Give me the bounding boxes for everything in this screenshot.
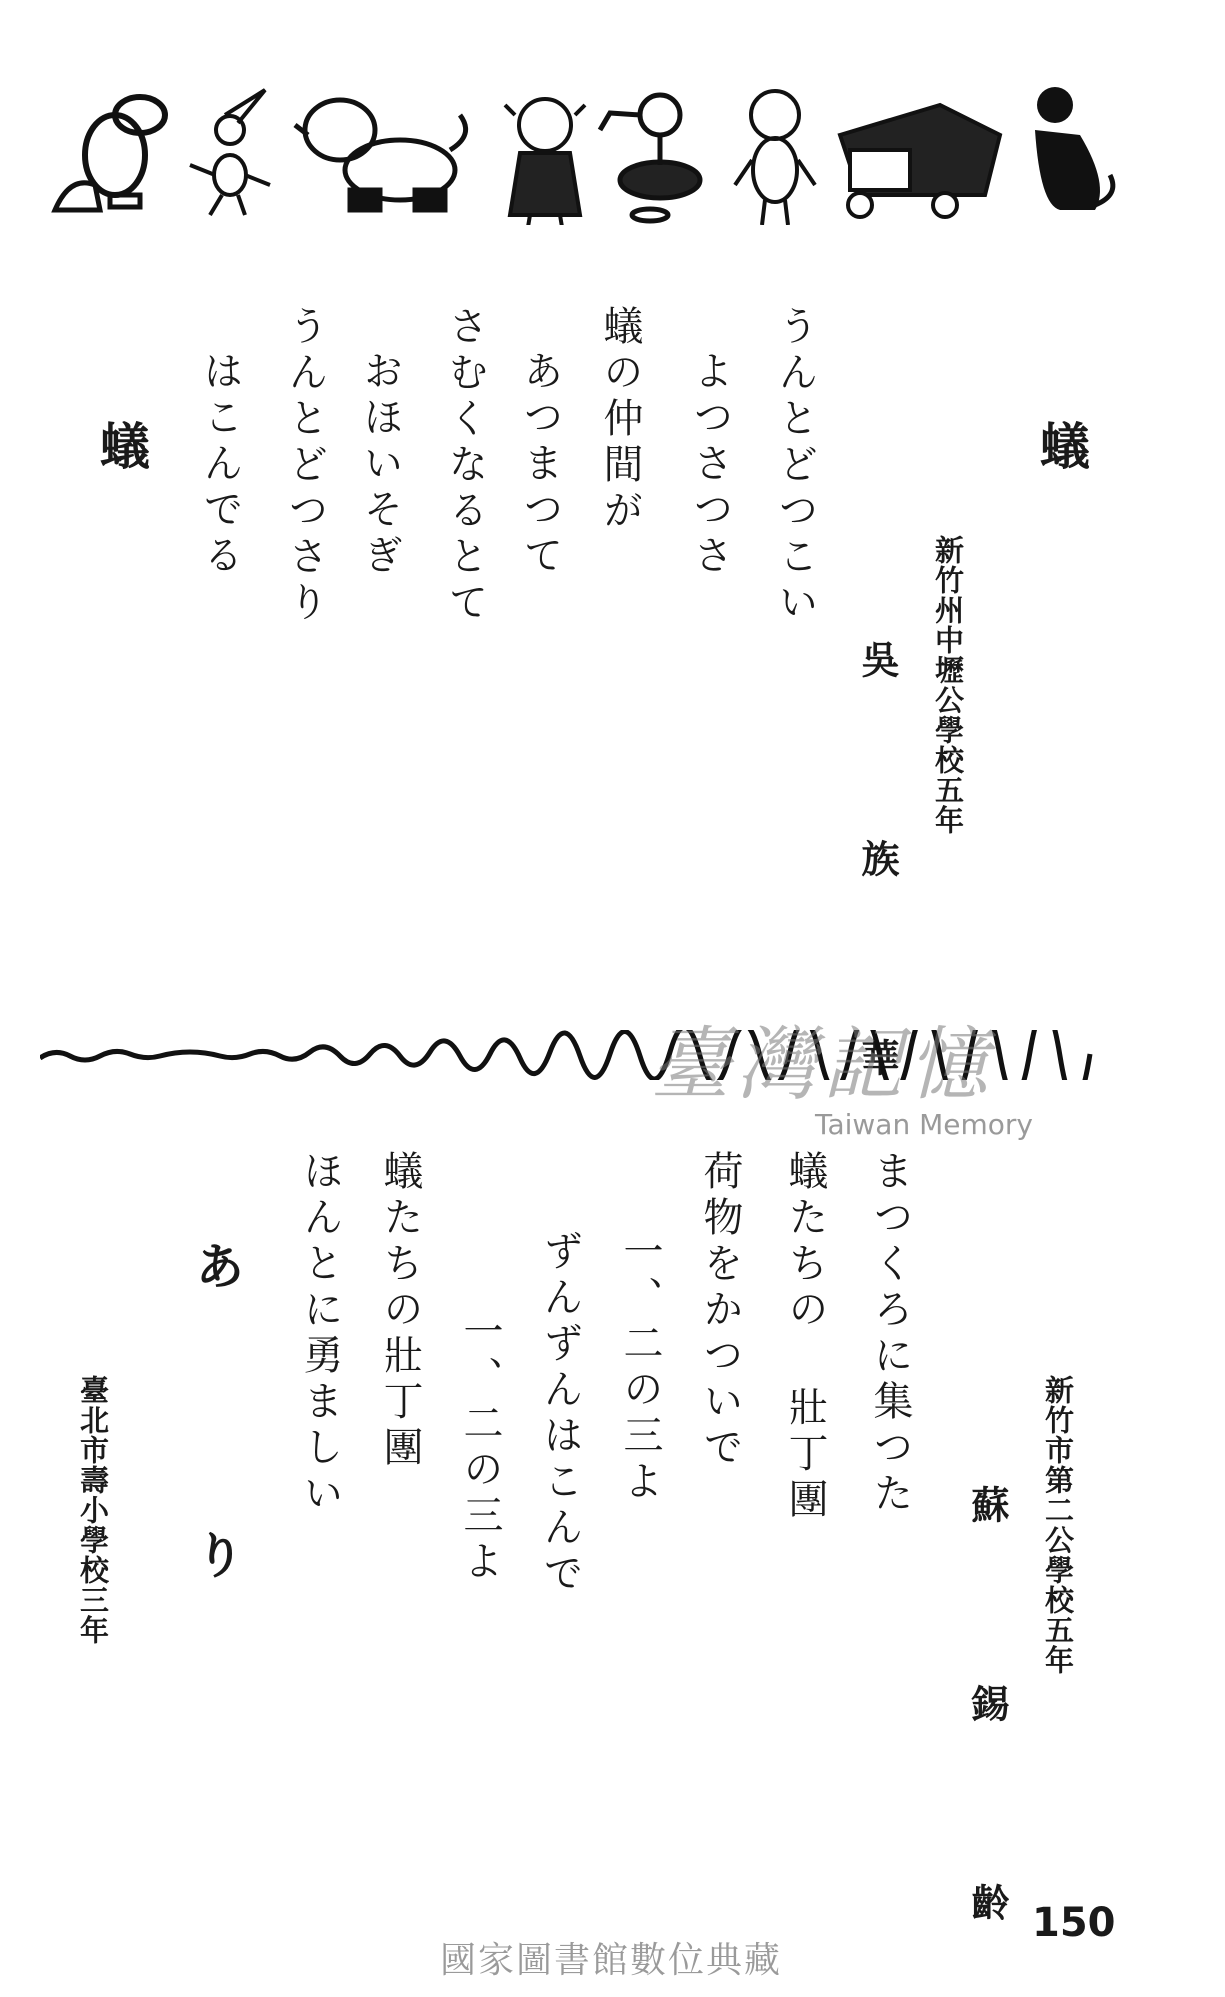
poem1-end-title: 蟻 (92, 420, 151, 474)
pinocchio-illustration (190, 90, 270, 215)
toy-car-illustration (840, 105, 1000, 217)
poem1-line-3: 蟻の仲間が (597, 305, 643, 535)
poem1-line-2: よつさつさ (687, 350, 733, 580)
poem2-line-3: 荷物をかついで (697, 1150, 743, 1472)
poem2-line-8: ほんとに勇ましい (297, 1150, 343, 1518)
poem2-author: 蘇 錫 齡 (965, 1485, 1010, 1979)
poem2-line-6: 一、二の三よ (457, 1310, 503, 1586)
page-number: 150 (1032, 1900, 1116, 1946)
poem1-school: 新竹州中壢公學校五年 (931, 535, 965, 835)
poem2-school3: 臺北市壽小學校三年 (76, 1375, 110, 1645)
toy-illustration-strip (40, 75, 1120, 225)
poem1-author: 吳 族 華 (855, 640, 900, 1134)
poem1-line-6: おほいそぎ (357, 350, 403, 580)
watermark-subtext: Taiwan Memory (815, 1108, 1033, 1141)
girl-doll-illustration (505, 99, 585, 225)
poem2-line-4: 一、二の三よ (617, 1230, 663, 1506)
poem2-line-2: 蟻たちの 壯丁團 (782, 1150, 828, 1524)
toy-dog-illustration (295, 100, 466, 210)
poem2-school: 新竹市第二公學校五年 (1041, 1375, 1075, 1675)
poem1-line-7: うんとどつさり (282, 305, 328, 627)
footer-archive-label: 國家圖書館數位典藏 (440, 1940, 783, 1981)
duck-toy-illustration (600, 95, 700, 221)
poem2-line-5: ずんずんはこんで (537, 1230, 583, 1598)
watermark-text: 臺灣記憶 (650, 1018, 994, 1111)
poem1-title: 蟻 (1032, 420, 1091, 474)
poem2-line-7: 蟻たちの壯丁團 (377, 1150, 423, 1472)
dog-illustration (55, 97, 165, 210)
kewpie-doll-illustration (735, 91, 815, 225)
poem1-line-8: はこんでる (197, 350, 243, 580)
poem2-title: あ り (187, 1240, 246, 1669)
poem1-line-5: さむくなるとて (442, 305, 488, 627)
poem1-line-4: あつまつて (517, 350, 563, 580)
poem2-line-1: まつくろに集つた (867, 1150, 913, 1518)
poem1-line-1: うんとどつこい (772, 305, 818, 627)
black-cat-illustration (1035, 87, 1113, 210)
